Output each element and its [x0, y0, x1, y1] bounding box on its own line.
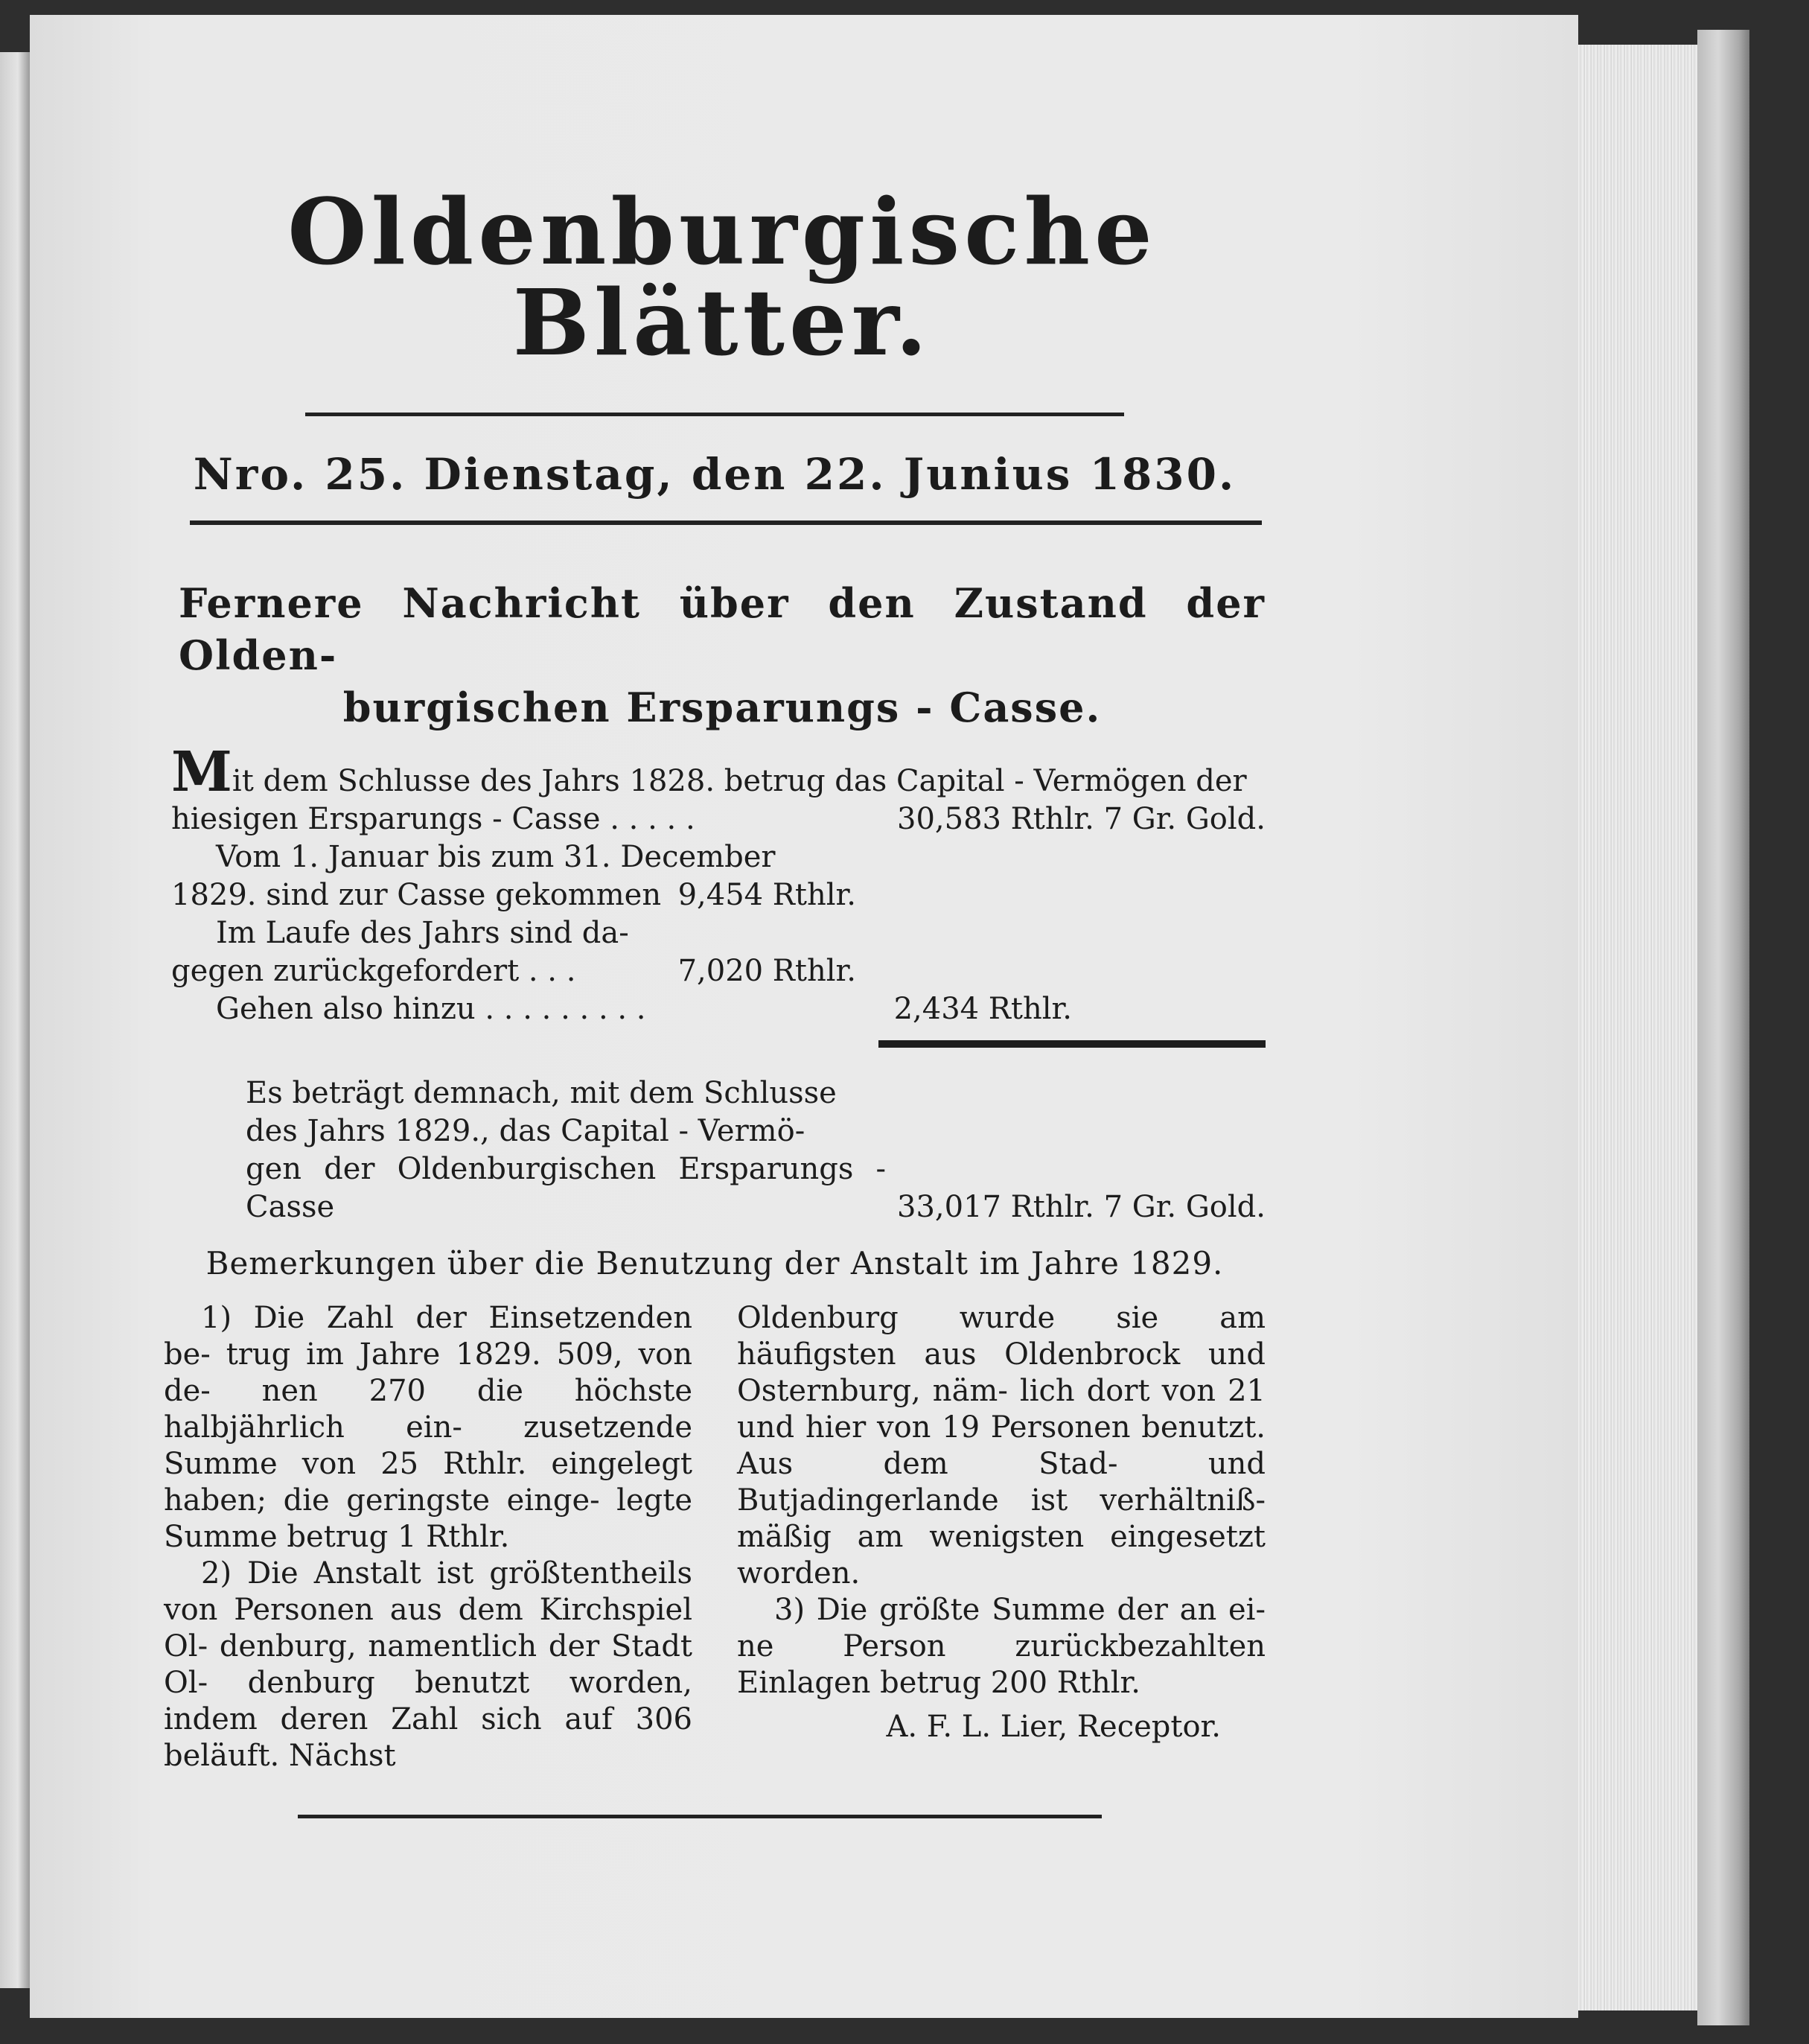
remarks-heading: Bemerkungen über die Benutzung der Anstalt im Jahre 1829. — [205, 1245, 1224, 1282]
capital-1828-line1: it dem Schlusse des Jahrs 1828. betrug das Capital - Vermögen der — [232, 764, 1247, 798]
total-entry — [164, 1074, 1266, 1226]
capital-1828-label: hiesigen Ersparungs - Casse . . . . . — [171, 802, 695, 836]
total-line1: Es beträgt demnach, mit dem Schlusse — [246, 1076, 837, 1110]
masthead-rule — [305, 413, 1124, 416]
deposits-line1: Vom 1. Januar bis zum 31. December — [216, 840, 776, 874]
left-page-edge — [0, 52, 30, 1988]
article-body — [164, 740, 1266, 1818]
withdrawals-entry — [164, 914, 856, 990]
page-content — [164, 178, 1266, 1818]
article-heading — [164, 577, 1266, 733]
total-line3: gen der Oldenburgischen Ersparungs - Casse — [246, 1152, 886, 1224]
remark-2-continued: Oldenburg wurde sie am häufigsten aus Oldenbrock und Osternburg, näm- lich dort von 21 und hier von 19 Personen benutzt. Aus dem Stad- und Butjadingerlande ist verhältniß- mäßig am wenigsten eingesetzt worden. — [737, 1301, 1266, 1591]
remark-1: 1) Die Zahl der Einsetzenden be- trug im Jahre 1829. 509, von de- nen 270 die höchste halbjährlich ein- zusetzende Summe von 25 Rthlr. eingelegt haben; die geringste einge- legte Summe betrug 1 Rthlr. — [164, 1301, 692, 1554]
total-text — [164, 1074, 886, 1226]
remark-2: 2) Die Anstalt ist größtentheils von Personen aus dem Kirchspiel Ol- denburg, namentlich der Stadt Ol- denburg benutzt worden, indem deren Zahl sich auf 306 beläuft. Nächst — [164, 1556, 692, 1773]
withdrawals-label: gegen zurückgefordert . . . — [171, 954, 576, 988]
article-heading-line1: Fernere Nachricht über den Zustand der Olden- — [179, 579, 1266, 679]
sum-rule — [878, 1040, 1266, 1048]
remark-3: 3) Die größte Summe der an ei- ne Person zurückbezahlten Einlagen betrug 200 Rthlr. — [737, 1593, 1266, 1700]
article-heading-line2: burgischen Ersparungs - Casse. — [342, 684, 1102, 731]
total-amount: 33,017 Rthlr. 7 Gr. Gold. — [897, 1190, 1266, 1224]
remarks-columns — [164, 1300, 1266, 1774]
total-line2: des Jahrs 1829., das Capital - Vermö- — [246, 1114, 805, 1148]
capital-1828-paragraph — [164, 740, 1266, 838]
signature: A. F. L. Lier, Receptor. — [886, 1710, 1221, 1744]
net-increase-entry — [164, 990, 1266, 1028]
drop-cap: M — [171, 740, 232, 804]
net-increase-label: Gehen also hinzu . . . . . . . . . — [216, 992, 646, 1026]
deposits-amount: 9,454 Rthlr. — [677, 878, 856, 912]
remarks-left-column — [164, 1300, 692, 1774]
masthead-title: Oldenburgische Blätter. — [287, 178, 1157, 376]
cover-edge — [1697, 30, 1749, 2025]
withdrawals-amount: 7,020 Rthlr. — [677, 954, 856, 988]
closing-rule — [298, 1815, 1102, 1818]
net-increase-amount: 2,434 Rthlr. — [893, 992, 1072, 1026]
withdrawals-line1: Im Laufe des Jahrs sind da- — [216, 916, 629, 950]
deposits-label: 1829. sind zur Casse gekommen — [171, 878, 662, 912]
deposits-entry — [164, 838, 856, 914]
issue-line: Nro. 25. Dienstag, den 22. Junius 1830. — [193, 449, 1237, 500]
capital-1828-amount: 30,583 Rthlr. 7 Gr. Gold. — [897, 802, 1266, 836]
issue-rule — [190, 520, 1262, 525]
remarks-right-column — [737, 1300, 1266, 1774]
